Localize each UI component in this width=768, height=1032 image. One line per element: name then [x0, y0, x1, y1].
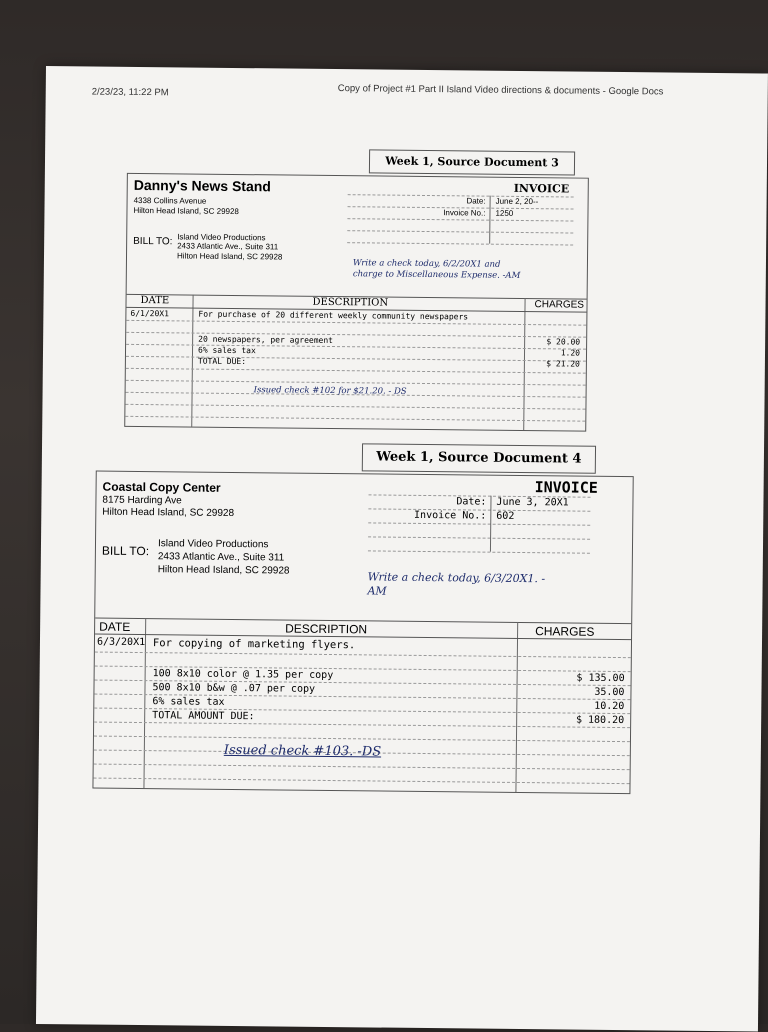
doc3-amount-3: $ 21.20 — [546, 359, 580, 369]
doc3-note-1: Write a check today, 6/2/20X1 and — [352, 258, 501, 270]
doc3-date-label: Date: — [466, 196, 486, 206]
doc3-date-grid — [347, 194, 573, 244]
doc4-line-1: 100 8x10 color @ 1.35 per copy — [152, 668, 334, 682]
doc4-invoice-no-label: Invoice No.: — [414, 509, 487, 522]
doc4-line-4: TOTAL AMOUNT DUE: — [152, 710, 255, 723]
doc3-invoice — [124, 173, 589, 432]
doc4-amount-4: $ 180.20 — [575, 714, 625, 727]
doc3-bill-to-label: BILL TO: — [133, 235, 173, 248]
doc3-note-2: charge to Miscellaneous Expense. -AM — [352, 269, 521, 281]
doc4-row-date: 6/3/20X1 — [96, 636, 146, 649]
doc3-amount-1: $ 20.00 — [546, 337, 581, 347]
doc4-line-3: 6% sales tax — [152, 696, 225, 708]
doc4-row-description: For copying of marketing flyers. — [152, 637, 356, 652]
doc3-col-description: DESCRIPTION — [312, 296, 389, 309]
doc4-col-charges: CHARGES — [535, 624, 595, 639]
doc4-amount-2: 35.00 — [594, 686, 625, 699]
paper-sheet — [36, 66, 768, 1032]
doc4-amount-1: $ 135.00 — [576, 672, 625, 685]
doc3-vendor-name: Danny's News Stand — [133, 176, 271, 195]
doc3-invoice-no-value: 1250 — [495, 208, 514, 218]
doc4-col-date: DATE — [99, 619, 131, 634]
doc4-date-grid — [368, 494, 591, 552]
doc4-vendor-addr2: Hilton Head Island, SC 29928 — [102, 506, 235, 519]
doc3-line-3: TOTAL DUE: — [197, 356, 247, 367]
print-doc-title: Copy of Project #1 Part II Island Video directions & documents - Google Docs — [337, 83, 664, 98]
doc4-invoice-no-value: 602 — [496, 510, 515, 522]
doc4-date-value: June 3, 20X1 — [496, 496, 569, 509]
doc3-row-date: 6/1/20X1 — [130, 308, 169, 319]
doc3-col-date: DATE — [140, 295, 170, 307]
doc4-bill-to-label: BILL TO: — [101, 543, 150, 559]
doc3-date-value: June 2, 20-- — [495, 196, 539, 207]
doc3-row-description: For purchase of 20 different weekly community newspapers — [198, 309, 469, 322]
doc4-bill-to-3: Hilton Head Island, SC 29928 — [157, 564, 290, 577]
doc3-issued-note: Issued check #102 for $21.20. - DS — [253, 385, 407, 397]
doc4-vendor-name: Coastal Copy Center — [102, 479, 221, 495]
doc4-vendor-addr1: 8175 Harding Ave — [102, 494, 182, 507]
doc3-vendor-addr2: Hilton Head Island, SC 29928 — [133, 205, 239, 217]
doc4-issued-note: Issued check #103. -DS — [223, 742, 382, 760]
doc4-amount-3: 10.20 — [594, 700, 625, 713]
print-timestamp: 2/23/23, 11:22 PM — [91, 86, 169, 99]
doc3-invoice-no-label: Invoice No.: — [443, 208, 486, 218]
doc3-vendor-addr1: 4338 Collins Avenue — [133, 195, 207, 206]
doc4-col-description: DESCRIPTION — [285, 621, 368, 637]
doc4-label: Week 1, Source Document 4 — [362, 443, 596, 473]
doc3-amount-2: 1.20 — [560, 348, 581, 358]
doc4-note-2: AM — [367, 584, 387, 598]
doc4-line-2: 500 8x10 b&w @ .07 per copy — [152, 682, 316, 695]
doc3-bill-to-3: Hilton Head Island, SC 29928 — [176, 251, 283, 262]
doc3-invoice-title: INVOICE — [513, 181, 570, 196]
doc4-invoice-title: INVOICE — [534, 478, 598, 497]
doc4-date-label: Date: — [456, 496, 487, 508]
doc3-label: Week 1, Source Document 3 — [369, 149, 575, 175]
doc3-bill-to-2: 2433 Atlantic Ave., Suite 311 — [177, 241, 279, 252]
doc4-invoice — [92, 471, 633, 795]
doc4-bill-to-1: Island Video Productions — [157, 538, 269, 551]
doc4-bill-to-2: 2433 Atlantic Ave., Suite 311 — [157, 551, 285, 564]
doc3-col-charges: CHARGES — [534, 299, 585, 311]
doc3-bill-to-1: Island Video Productions — [177, 232, 266, 243]
doc4-note-1: Write a check today, 6/3/20X1. - — [367, 570, 546, 586]
doc3-line-2: 6% sales tax — [197, 345, 256, 356]
doc3-line-1: 20 newspapers, per agreement — [198, 334, 334, 346]
